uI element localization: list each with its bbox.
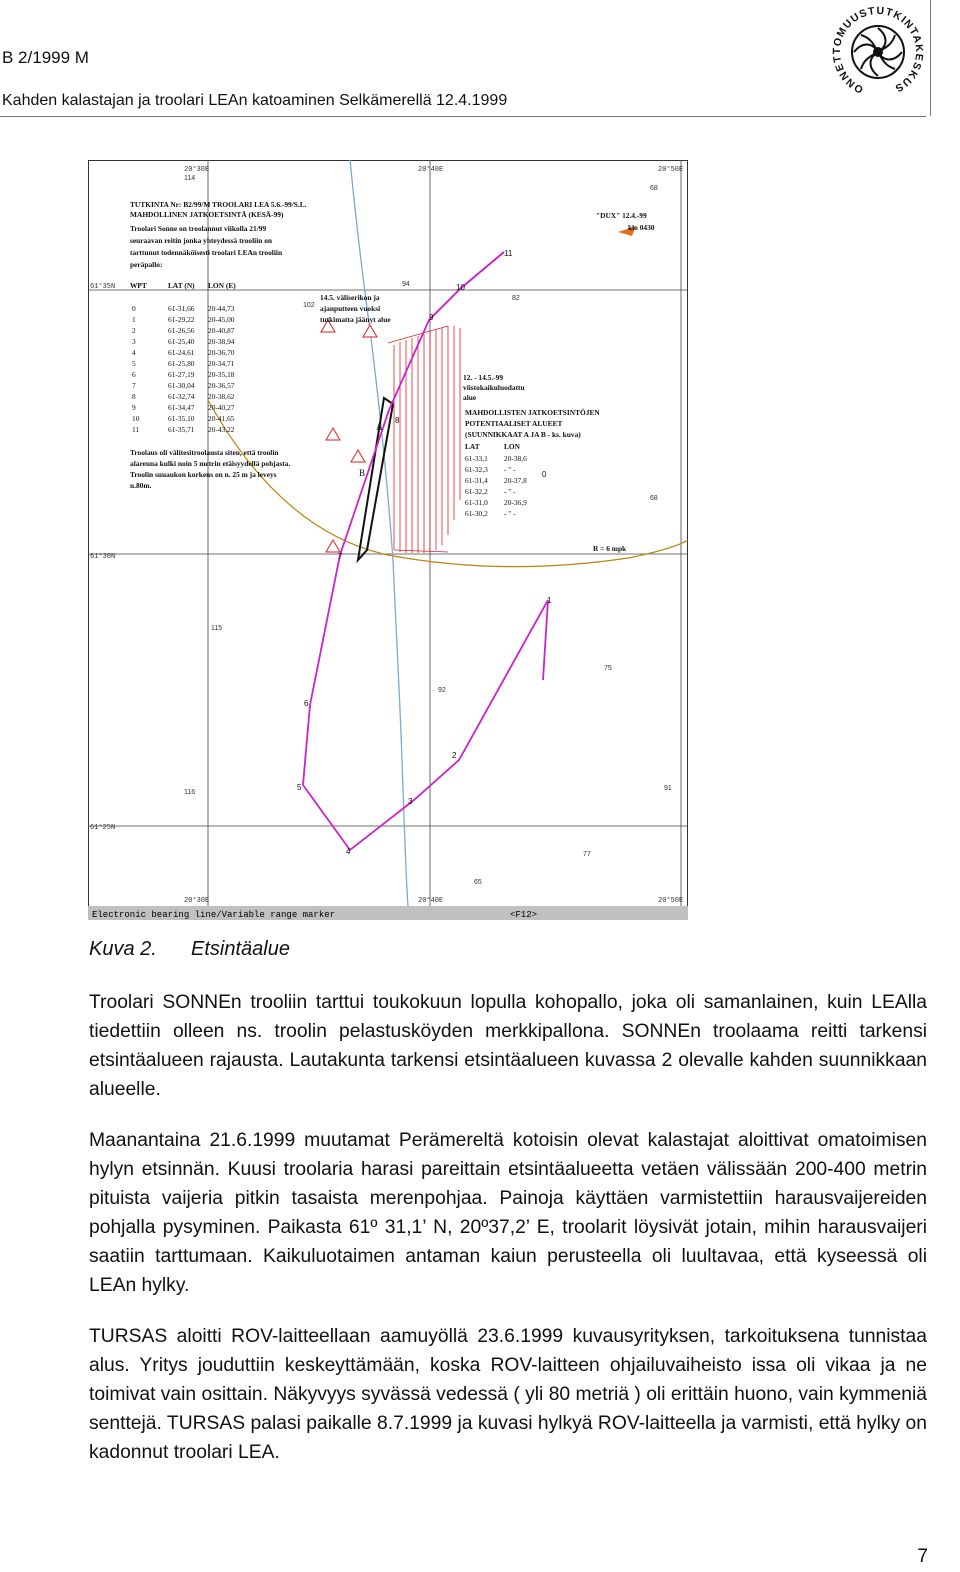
svg-text:20-38,94: 20-38,94 <box>208 337 235 346</box>
svg-text:61-31,4: 61-31,4 <box>465 476 488 485</box>
svg-text:4: 4 <box>346 847 351 856</box>
svg-text:75: 75 <box>604 665 612 672</box>
status-bar-label: Electronic bearing line/Variable range marker <box>92 910 336 920</box>
svg-text:61-32,2: 61-32,2 <box>465 487 488 496</box>
svg-text:65: 65 <box>474 879 482 886</box>
svg-text:20-37,8: 20-37,8 <box>504 476 527 485</box>
svg-text:MAHDOLLINEN JATKOETSINTÄ (KESÄ: MAHDOLLINEN JATKOETSINTÄ (KESÄ-99) <box>130 210 284 219</box>
svg-text:"DUX" 12.4.-99: "DUX" 12.4.-99 <box>596 211 647 220</box>
svg-text:tutkimatta jäänyt alue: tutkimatta jäänyt alue <box>320 315 391 324</box>
svg-text:20°30E: 20°30E <box>184 897 210 905</box>
svg-text:- " -: - " - <box>504 487 516 496</box>
svg-text:7: 7 <box>338 552 343 561</box>
svg-text:n.80m.: n.80m. <box>130 481 152 490</box>
paragraph-3: TURSAS aloitti ROV-laitteellaan aamuyöllä 23.6.1999 kuvausyrityksen, tarkoituksena tunnistaa alus. Yritys jouduttiin keskeyttämään, koska ROV-laitteen ohjailuvaiheisto issa oli vikaa ja ne toimivat vain osittain. Näkyvyys syvässä vedessä ( yli 80 metriä ) oli erittäin huono, vain kymmeniä senttejä. TURSAS palasi paikalle 8.7.1999 ja kuvasi hylkyä ROV-laitteella ja varmisti, että hylky on kadonnut troolari LEA. <box>89 1326 927 1463</box>
svg-text:61°25N: 61°25N <box>90 824 116 832</box>
svg-text:viistokaikuluodattu: viistokaikuluodattu <box>463 383 525 392</box>
svg-text:20-38,62: 20-38,62 <box>208 392 235 401</box>
svg-text:61-34,47: 61-34,47 <box>168 403 195 412</box>
svg-text:8: 8 <box>395 416 400 425</box>
svg-text:LAT (N): LAT (N) <box>168 281 195 290</box>
svg-text:1: 1 <box>547 596 552 605</box>
svg-text:(SUUNNIKKAAT A JA B - ks. kuva: (SUUNNIKKAAT A JA B - ks. kuva) <box>465 430 581 439</box>
svg-text:LAT: LAT <box>465 442 480 451</box>
header-divider <box>0 116 926 117</box>
svg-text:- " -: - " - <box>504 509 516 518</box>
svg-text:0: 0 <box>132 304 136 313</box>
svg-text:POTENTIAALISET ALUEET: POTENTIAALISET ALUEET <box>465 419 563 428</box>
svg-text:20-35,18: 20-35,18 <box>208 370 235 379</box>
svg-text:77: 77 <box>583 851 591 858</box>
svg-text:seuraavan reitin jonka yhteyde: seuraavan reitin jonka yhteydessä trooliin on <box>130 236 273 245</box>
svg-text:klo 0430: klo 0430 <box>628 223 655 232</box>
svg-text:20-36,9: 20-36,9 <box>504 498 527 507</box>
svg-text:Troolin suuaukon korkeus on n.: Troolin suuaukon korkeus on n. 25 m ja leveys <box>130 470 277 479</box>
svg-text:ajanputteen vuoksi: ajanputteen vuoksi <box>320 304 381 313</box>
svg-text:20-36,70: 20-36,70 <box>208 348 235 357</box>
svg-text:20-43,22: 20-43,22 <box>208 425 235 434</box>
svg-text:20-36,57: 20-36,57 <box>208 381 235 390</box>
svg-text:20-40,27: 20-40,27 <box>208 403 235 412</box>
svg-text:ONNETTOMUUSTUTKINTAKESKUS: ONNETTOMUUSTUTKINTAKESKUS <box>830 4 926 96</box>
svg-text:3: 3 <box>132 337 136 346</box>
svg-text:3: 3 <box>408 797 413 806</box>
svg-text:61-25,80: 61-25,80 <box>168 359 195 368</box>
svg-text:61°30N: 61°30N <box>90 553 116 561</box>
search-area-chart <box>88 160 688 920</box>
svg-text:6: 6 <box>132 370 136 379</box>
svg-text:116: 116 <box>184 789 196 796</box>
svg-text:alue: alue <box>463 393 477 402</box>
svg-text:TUTKINTA Nr: B2/99/M TROOLARI: TUTKINTA Nr: B2/99/M TROOLARI LEA 5.6.-99/S.L. <box>130 200 307 209</box>
svg-text:MAHDOLLISTEN JATKOETSINTÖJEN: MAHDOLLISTEN JATKOETSINTÖJEN <box>465 408 600 417</box>
svg-text:WPT: WPT <box>130 281 147 290</box>
svg-text:91: 91 <box>664 785 672 792</box>
svg-text:61-27,19: 61-27,19 <box>168 370 195 379</box>
svg-text:20-41,65: 20-41,65 <box>208 414 235 423</box>
svg-text:20°50E: 20°50E <box>658 166 684 174</box>
svg-text:alareuna kulki noin 5 metrin e: alareuna kulki noin 5 metrin etäisyydellä pohjasta. <box>130 459 291 468</box>
svg-text:4: 4 <box>132 348 136 357</box>
svg-text:6: 6 <box>304 699 309 708</box>
svg-text:0: 0 <box>542 470 547 479</box>
svg-text:82: 82 <box>512 295 520 302</box>
svg-text:7: 7 <box>132 381 136 390</box>
svg-text:20-45,00: 20-45,00 <box>208 315 235 324</box>
svg-text:61-31,66: 61-31,66 <box>168 304 195 313</box>
svg-text:11: 11 <box>132 425 140 434</box>
svg-text:20°40E: 20°40E <box>418 166 444 174</box>
svg-text:20°50E: 20°50E <box>658 897 684 905</box>
svg-text:14.5. väliserikon ja: 14.5. väliserikon ja <box>320 293 380 302</box>
report-title: Kahden kalastajan ja troolari LEAn katoaminen Selkämerellä 12.4.1999 <box>2 92 508 109</box>
svg-text:R = 6 mpk: R = 6 mpk <box>593 544 627 553</box>
svg-text:61-33,1: 61-33,1 <box>465 454 488 463</box>
svg-text:20°30E: 20°30E <box>184 166 210 174</box>
svg-text:10: 10 <box>456 283 465 292</box>
svg-text:11: 11 <box>504 249 513 258</box>
svg-text:12. - 14.5.-99: 12. - 14.5.-99 <box>463 373 504 382</box>
svg-text:20-40,87: 20-40,87 <box>208 326 235 335</box>
svg-text:61-24,61: 61-24,61 <box>168 348 195 357</box>
svg-text:5: 5 <box>297 783 302 792</box>
svg-text:A: A <box>376 422 383 432</box>
figure-title: Etsintäalue <box>191 938 290 960</box>
svg-text:61-30,2: 61-30,2 <box>465 509 488 518</box>
paragraph-2: Maanantaina 21.6.1999 muutamat Perämereltä kotoisin olevat kalastajat aloittivat omatoimisen hylyn etsinnän. Kuusi troolaria harasi pareittain etsintäalueetta vetäen välissään 200-400 metrin pituista vaijeria pitkin tasaista merenpohjaa. Painoja käyttäen varmistettiin harausvaijereiden pohjalla pysyminen. Paikasta 61º 31,1’ N, 20º37,2’ E, troolarit löysivät jotain, mihin harausvaijeri saatiin tarttumaan. Kaikuluotaimen antaman kaiun perusteella oli luultavaa, että kyseessä oli LEAn hylky. <box>89 1130 927 1296</box>
svg-text:2: 2 <box>452 751 457 760</box>
svg-text:102: 102 <box>303 302 315 309</box>
svg-text:LON: LON <box>504 442 521 451</box>
svg-text:20-44,73: 20-44,73 <box>208 304 235 313</box>
header-vertical-rule <box>930 0 931 116</box>
svg-text:61°35N: 61°35N <box>90 283 116 291</box>
svg-text:5: 5 <box>132 359 136 368</box>
svg-text:Troolaus oli välitesitroolaust: Troolaus oli välitesitroolausta siten, että troolin <box>130 448 279 457</box>
onnettomuustutkintakeskus-logo <box>826 0 930 104</box>
svg-text:68: 68 <box>650 185 658 192</box>
svg-text:tarttunut todennäköisesti troo: tarttunut todennäköisesti troolari LEAn trooliin <box>130 248 283 257</box>
svg-text:61-30,04: 61-30,04 <box>168 381 195 390</box>
paragraph-1: Troolari SONNEn trooliin tarttui toukokuun lopulla kohopallo, joka oli samanlainen, kuin LEAlla tiedettiin olleen ns. troolin pelastusköyden merkkipallona. SONNEn troolaama reitti tarkensi etsintäalueen rajausta. Lautakunta tarkensi etsintäalueen kuvassa 2 olevalle kahden suunnikkaan alueelle. <box>89 992 927 1100</box>
svg-text:114: 114 <box>184 175 196 182</box>
svg-text:B: B <box>359 468 366 478</box>
svg-text:20°40E: 20°40E <box>418 897 444 905</box>
svg-text:10: 10 <box>132 414 140 423</box>
svg-text:61-35,10: 61-35,10 <box>168 414 195 423</box>
svg-text:9: 9 <box>132 403 136 412</box>
svg-text:68: 68 <box>650 495 658 502</box>
svg-text:- " -: - " - <box>504 465 516 474</box>
svg-text:61-29,22: 61-29,22 <box>168 315 195 324</box>
status-bar-key: <F12> <box>510 910 538 920</box>
svg-text:115: 115 <box>211 625 223 632</box>
svg-text:20-34,71: 20-34,71 <box>208 359 235 368</box>
svg-text:1: 1 <box>132 315 136 324</box>
svg-text:9: 9 <box>429 313 434 322</box>
figure-caption <box>89 938 290 961</box>
svg-text:61-32,3: 61-32,3 <box>465 465 488 474</box>
svg-text:61-25,40: 61-25,40 <box>168 337 195 346</box>
svg-text:2: 2 <box>132 326 136 335</box>
svg-text:peräpallo:: peräpallo: <box>130 260 163 269</box>
svg-text:92: 92 <box>438 687 446 694</box>
svg-text:20-38,6: 20-38,6 <box>504 454 527 463</box>
svg-text:61-35,71: 61-35,71 <box>168 425 195 434</box>
report-code: B 2/1999 M <box>2 48 89 67</box>
svg-text:61-31,0: 61-31,0 <box>465 498 488 507</box>
svg-text:8: 8 <box>132 392 136 401</box>
svg-text:Troolari Sonne on troolannut v: Troolari Sonne on troolannut viikolla 21/99 <box>130 224 267 233</box>
page-number: 7 <box>917 1546 928 1567</box>
svg-text:61-32,74: 61-32,74 <box>168 392 195 401</box>
svg-text:94: 94 <box>402 281 410 288</box>
svg-text:LON (E): LON (E) <box>208 281 236 290</box>
figure-number: Kuva 2. <box>89 938 157 960</box>
svg-text:61-26,56: 61-26,56 <box>168 326 195 335</box>
